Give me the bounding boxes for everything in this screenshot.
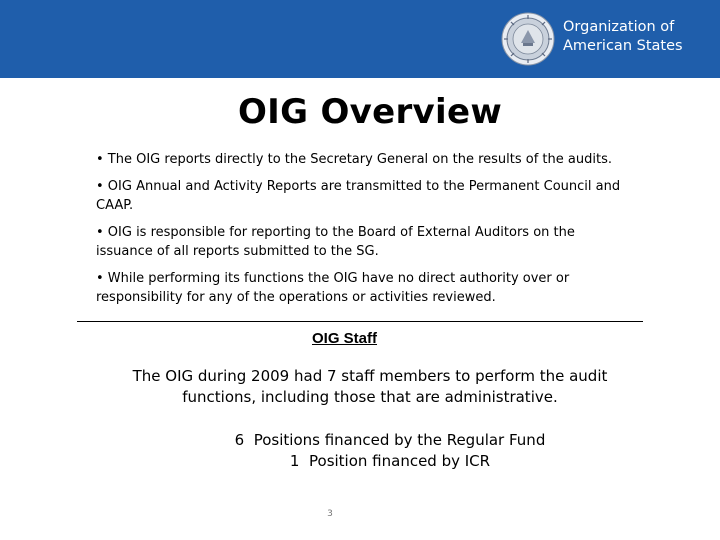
- org-name-line2: American States: [563, 38, 683, 54]
- oas-seal-logo: [501, 12, 555, 66]
- position-line-regular-fund: 6 Positions financed by the Regular Fund: [234, 431, 546, 449]
- bullet-item: • OIG Annual and Activity Reports are transmitted to the Permanent Council and CAAP.: [96, 179, 621, 213]
- overview-bullet-list: [96, 150, 626, 315]
- bullet-item: • The OIG reports directly to the Secretary General on the results of the audits.: [96, 152, 612, 167]
- positions-list: [200, 430, 580, 472]
- bullet-item: • OIG is responsible for reporting to the Board of External Auditors on the issuance of all reports submitted to the SG.: [96, 225, 575, 259]
- bullet-item: • While performing its functions the OIG have no direct authority over or responsibility for any of the operations or activities reviewed.: [96, 271, 570, 305]
- position-line-icr: 1 Position financed by ICR: [289, 452, 491, 470]
- organization-name: [563, 18, 713, 56]
- staff-description: The OIG during 2009 had 7 staff members to perform the audit functions, including those that are administrative.: [132, 367, 608, 406]
- header-banner: [0, 0, 720, 78]
- page-number: 3: [327, 509, 333, 519]
- section-divider: [77, 321, 643, 322]
- staff-heading: OIG Staff: [312, 330, 378, 347]
- slide-title: OIG Overview: [237, 92, 503, 132]
- org-name-line1: Organization of: [563, 19, 675, 35]
